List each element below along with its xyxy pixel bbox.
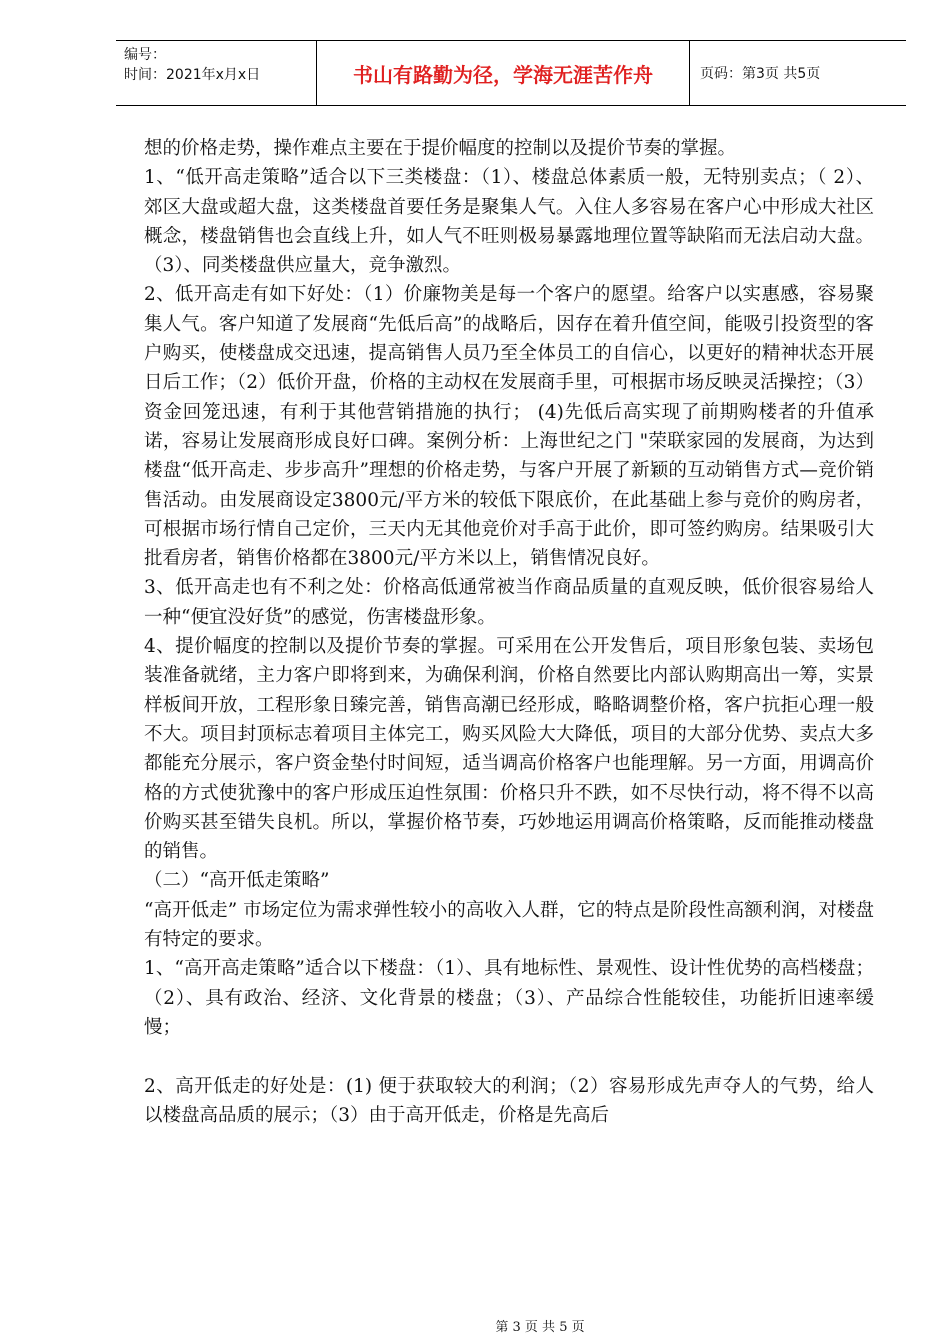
paragraph: 2、低开高走有如下好处：（1）价廉物美是每一个客户的愿望。给客户以实惠感，容易聚集人气。客户知道了发展商“先低后高”的战略后，因存在着升值空间，能吸引投资型的客户购买，使楼盘成交迅速，提高销售人员乃至全体员工的自信心，以更好的精神状态开展日后工作；（2）低价开盘，价格的主动权在发展商手里，可根据市场反映灵活操控；（3）资金回笼迅速，有利于其他营销措施的执行； (4)先低后高实现了前期购楼者的升值承诺，容易让发展商形成良好口碑。案例分析：上海世纪之门 "荣联家园的发展商，为达到楼盘“低开高走、步步高升”理想的价格走势，与客户开展了新颖的互动销售方式—竞价销售活动。由发展商设定3800元/平方米的较低下限底价，在此基础上参与竞价的购房者，可根据市场行情自己定价，三天内无其他竞价对手高于此价，即可签约购房。结果吸引大批看房者，销售价格都在3800元/平方米以上，销售情况良好。 [144, 284, 874, 570]
paragraph: 1、“低开高走策略”适合以下三类楼盘：（1）、楼盘总体素质一般，无特别卖点；（ 2）、 郊区大盘或超大盘，这类楼盘首要任务是聚集人气。入住人多容易在客户心中形成大社区概念，楼盘销售也会直线上升，如人气不旺则极易暴露地理位置等缺陷而无法启动大盘。（3）、同类楼盘供应量大，竞争激烈。 [144, 167, 874, 277]
paragraph: 3、低开高走也有不利之处：价格高低通常被当作商品质量的直观反映，低价很容易给人一种“便宜没好货”的感觉，伤害楼盘形象。 [144, 577, 874, 628]
document-number-label: 编号： [124, 47, 166, 63]
paragraph: 4、提价幅度的控制以及提价节奏的掌握。可采用在公开发售后，项目形象包装、卖场包装准备就绪，主力客户即将到来，为确保利润，价格自然要比内部认购期高出一筹，实景样板间开放，工程形象日臻完善，销售高潮已经形成，略略调整价格，客户抗拒心理一般不大。项目封顶标志着项目主体完工，购买风险大大降低，项目的大部分优势、卖点大多都能充分展示，客户资金垫付时间短，适当调高价格客户也能理解。另一方面，用调高价格的方式使犹豫中的客户形成压迫性氛围：价格只升不跌，如不尽快行动，将不得不以高价购买甚至错失良机。所以，掌握价格节奏，巧妙地运用调高价格策略，反而能推动楼盘的销售。 [144, 636, 874, 863]
header-motto: 书山有路勤为径，学海无涯苦作舟 [316, 41, 690, 105]
header-page-info: 页码：第3页 共5页 [700, 66, 821, 82]
blank-line [144, 1042, 874, 1071]
paragraph: “高开低走” 市场定位为需求弹性较小的高收入人群，它的特点是阶段性高额利润，对楼盘有特定的要求。 [144, 899, 874, 951]
section-heading: （二）“高开低走策略” [144, 870, 330, 892]
document-time-label: 时间：2021年x月x日 [124, 67, 261, 83]
header-meta [116, 41, 316, 105]
document-body [144, 134, 874, 1130]
page-footer: 第 3 页 共 5 页 [495, 1320, 585, 1335]
paragraph: 1、“高开高走策略”适合以下楼盘：（1）、具有地标性、景观性、设计性优势的高档楼盘；（2）、具有政治、经济、文化背景的楼盘；（3）、产品综合性能较佳，功能折旧速率缓慢； [144, 958, 874, 1038]
page-header [116, 40, 906, 106]
paragraph: 想的价格走势，操作难点主要在于提价幅度的控制以及提价节奏的掌握。 [144, 138, 737, 159]
paragraph: 2、高开低走的好处是：(1) 便于获取较大的利润；（2）容易形成先声夺人的气势，给人以楼盘高品质的展示；（3）由于高开低走，价格是先高后 [144, 1075, 874, 1126]
